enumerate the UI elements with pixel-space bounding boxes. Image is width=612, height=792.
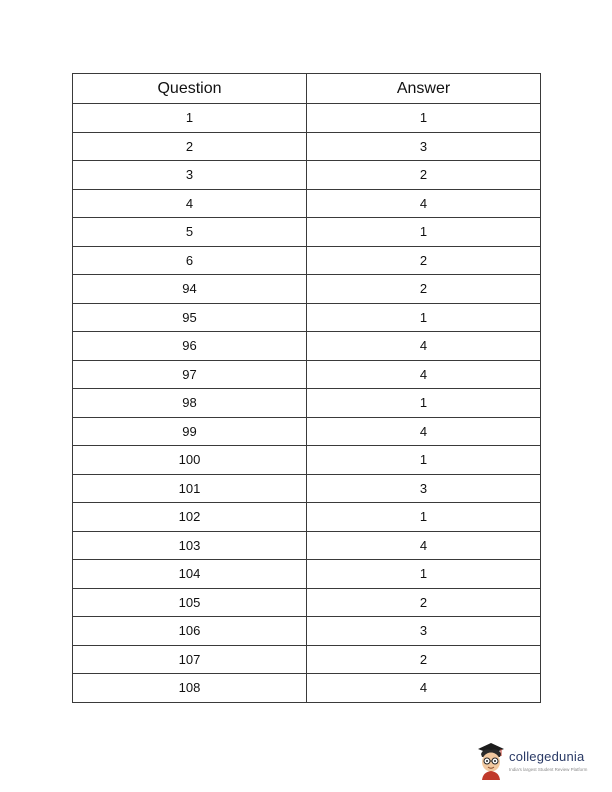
question-cell: 102: [73, 503, 307, 532]
question-cell: 96: [73, 332, 307, 361]
table-row: [73, 132, 541, 161]
answer-cell: 2: [307, 588, 541, 617]
question-cell: 104: [73, 560, 307, 589]
table-body: [73, 104, 541, 703]
answer-cell: 3: [307, 132, 541, 161]
question-cell: 101: [73, 474, 307, 503]
table-row: [73, 360, 541, 389]
answer-cell: 1: [307, 218, 541, 247]
table-row: [73, 275, 541, 304]
answer-cell: 2: [307, 645, 541, 674]
collegedunia-logo: [474, 740, 606, 780]
question-cell: 94: [73, 275, 307, 304]
answer-cell: 1: [307, 389, 541, 418]
question-cell: 2: [73, 132, 307, 161]
answer-cell: 4: [307, 417, 541, 446]
table-row: [73, 474, 541, 503]
question-cell: 95: [73, 303, 307, 332]
question-cell: 99: [73, 417, 307, 446]
answer-cell: 4: [307, 360, 541, 389]
question-cell: 97: [73, 360, 307, 389]
table-row: [73, 389, 541, 418]
answer-key-table: [72, 73, 541, 703]
table-row: [73, 189, 541, 218]
table-row: [73, 104, 541, 133]
table-row: [73, 531, 541, 560]
question-cell: 98: [73, 389, 307, 418]
question-cell: 6: [73, 246, 307, 275]
answer-cell: 2: [307, 275, 541, 304]
table-row: [73, 303, 541, 332]
table-row: [73, 588, 541, 617]
answer-cell: 4: [307, 189, 541, 218]
question-cell: 1: [73, 104, 307, 133]
question-cell: 103: [73, 531, 307, 560]
question-cell: 5: [73, 218, 307, 247]
table-row: [73, 246, 541, 275]
brand-tagline: India's largest Student Review Platform: [509, 767, 588, 772]
answer-cell: 2: [307, 161, 541, 190]
answer-cell: 2: [307, 246, 541, 275]
table-row: [73, 560, 541, 589]
student-mascot-icon: [474, 740, 508, 780]
answer-cell: 1: [307, 303, 541, 332]
table-header-row: [73, 74, 541, 104]
table-row: [73, 161, 541, 190]
answer-column-header: Answer: [307, 74, 541, 104]
brand-name: collegedunia: [509, 749, 585, 764]
question-cell: 100: [73, 446, 307, 475]
answer-cell: 4: [307, 674, 541, 703]
question-column-header: Question: [73, 74, 307, 104]
answer-cell: 1: [307, 104, 541, 133]
table-row: [73, 446, 541, 475]
question-cell: 105: [73, 588, 307, 617]
answer-cell: 3: [307, 474, 541, 503]
answer-cell: 4: [307, 531, 541, 560]
answer-cell: 4: [307, 332, 541, 361]
answer-cell: 3: [307, 617, 541, 646]
table-row: [73, 503, 541, 532]
question-cell: 106: [73, 617, 307, 646]
table-row: [73, 674, 541, 703]
question-cell: 3: [73, 161, 307, 190]
answer-cell: 1: [307, 503, 541, 532]
table-row: [73, 417, 541, 446]
answer-cell: 1: [307, 560, 541, 589]
question-cell: 4: [73, 189, 307, 218]
question-cell: 108: [73, 674, 307, 703]
table-row: [73, 332, 541, 361]
table-row: [73, 218, 541, 247]
answer-cell: 1: [307, 446, 541, 475]
table-row: [73, 617, 541, 646]
table-row: [73, 645, 541, 674]
question-cell: 107: [73, 645, 307, 674]
